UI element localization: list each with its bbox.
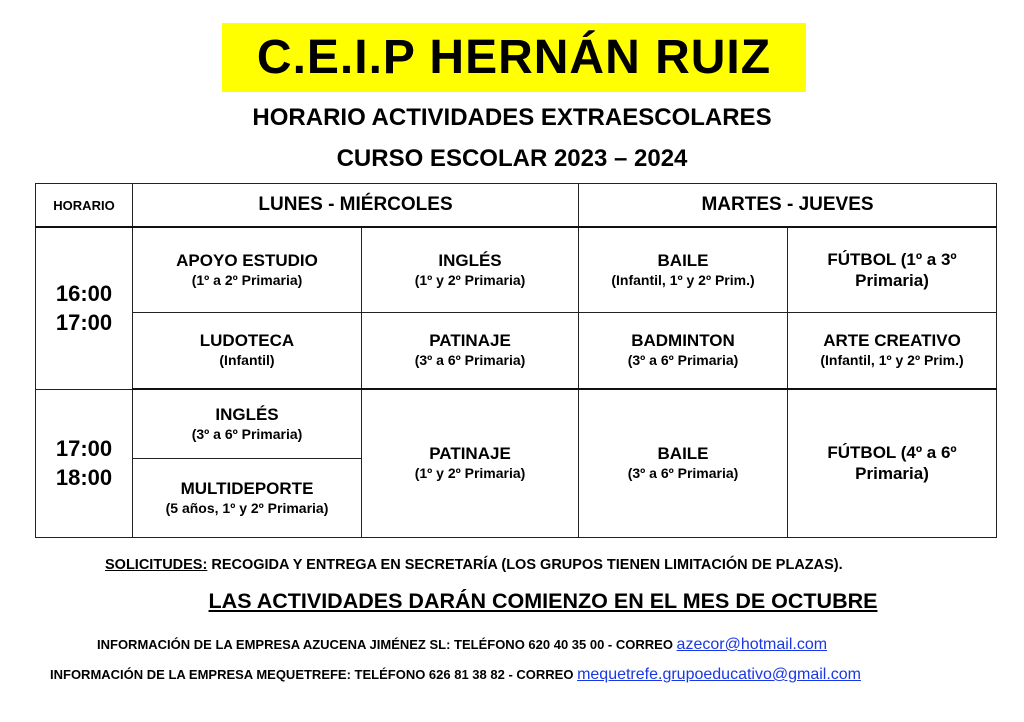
header-lunes-miercoles: LUNES - MIÉRCOLES bbox=[133, 184, 579, 228]
contact-text: INFORMACIÓN DE LA EMPRESA AZUCENA JIMÉNEZ SL: TELÉFONO 620 40 35 00 - CORREO bbox=[97, 637, 677, 652]
activity-group: (1º a 2º Primaria) bbox=[191, 271, 303, 288]
activity-name: PATINAJE bbox=[429, 444, 511, 464]
activity-cell bbox=[133, 227, 362, 312]
activity-cell bbox=[579, 312, 788, 389]
table-row bbox=[36, 312, 997, 389]
activity-name: MULTIDEPORTE bbox=[180, 478, 314, 498]
schedule-title: HORARIO ACTIVIDADES EXTRAESCOLARES bbox=[252, 104, 772, 131]
activity-name: INGLÉS bbox=[215, 404, 279, 424]
start-notice: LAS ACTIVIDADES DARÁN COMIENZO EN EL MES DE OCTUBRE bbox=[208, 589, 878, 613]
schedule-table bbox=[35, 183, 997, 538]
time-end: 17:00 bbox=[55, 310, 113, 336]
activity-group: (Infantil, 1º y 2º Prim.) bbox=[611, 271, 755, 288]
activity-group: (3º a 6º Primaria) bbox=[414, 352, 526, 369]
activity-name: FÚTBOL (1º a 3º Primaria) bbox=[827, 249, 957, 290]
activity-name: LUDOTECA bbox=[199, 331, 295, 351]
activity-name: APOYO ESTUDIO bbox=[176, 250, 318, 270]
activity-cell bbox=[788, 312, 997, 389]
time-start: 17:00 bbox=[55, 436, 113, 461]
time-end: 18:00 bbox=[55, 465, 113, 490]
activity-cell bbox=[579, 227, 788, 312]
header-martes-jueves: MARTES - JUEVES bbox=[579, 184, 997, 228]
activity-name: INGLÉS bbox=[438, 250, 502, 270]
activity-cell bbox=[362, 389, 579, 537]
activity-group: (5 años, 1º y 2º Primaria) bbox=[165, 499, 329, 516]
contact-mequetrefe bbox=[50, 666, 861, 684]
activity-group: (3º a 6º Primaria) bbox=[627, 465, 739, 482]
email-link[interactable]: azecor@hotmail.com bbox=[676, 636, 828, 653]
contact-azucena bbox=[97, 636, 827, 654]
activity-cell bbox=[788, 227, 997, 312]
activity-name: FÚTBOL (4º a 6º Primaria) bbox=[827, 443, 957, 484]
activity-group: (Infantil) bbox=[219, 352, 275, 369]
activity-cell bbox=[133, 312, 362, 389]
requests-label: SOLICITUDES: bbox=[105, 557, 208, 573]
activity-group: (3º a 6º Primaria) bbox=[191, 425, 303, 442]
activity-cell bbox=[362, 227, 579, 312]
header-horario: HORARIO bbox=[36, 184, 133, 228]
time-slot-2 bbox=[36, 389, 133, 537]
activity-cell bbox=[133, 389, 362, 458]
activity-cell bbox=[362, 312, 579, 389]
activity-cell bbox=[133, 458, 362, 537]
table-row bbox=[36, 389, 997, 458]
activity-name: BAILE bbox=[657, 444, 709, 464]
table-header-row bbox=[36, 184, 997, 228]
activity-name: BAILE bbox=[657, 250, 709, 270]
activity-group: (3º a 6º Primaria) bbox=[627, 352, 739, 369]
time-slot-1 bbox=[36, 227, 133, 389]
time-start: 16:00 bbox=[55, 281, 113, 307]
activity-group: (Infantil, 1º y 2º Prim.) bbox=[820, 352, 964, 369]
requests-note bbox=[105, 557, 1005, 573]
activity-group: (1º y 2º Primaria) bbox=[414, 271, 526, 288]
activity-cell bbox=[788, 389, 997, 537]
table-row bbox=[36, 227, 997, 312]
activity-group: (1º y 2º Primaria) bbox=[414, 465, 526, 482]
activity-name: PATINAJE bbox=[429, 331, 511, 351]
activity-cell bbox=[579, 389, 788, 537]
requests-text: RECOGIDA Y ENTREGA EN SECRETARÍA (LOS GRUPOS TIENEN LIMITACIÓN DE PLAZAS). bbox=[207, 557, 843, 573]
course-year: CURSO ESCOLAR 2023 – 2024 bbox=[336, 145, 688, 172]
activity-name: BADMINTON bbox=[631, 331, 735, 351]
school-title: C.E.I.P HERNÁN RUIZ bbox=[222, 23, 806, 92]
email-link[interactable]: mequetrefe.grupoeducativo@gmail.com bbox=[577, 666, 862, 683]
contact-text: INFORMACIÓN DE LA EMPRESA MEQUETREFE: TELÉFONO 626 81 38 82 - CORREO bbox=[50, 667, 578, 682]
activity-name: ARTE CREATIVO bbox=[823, 331, 961, 351]
